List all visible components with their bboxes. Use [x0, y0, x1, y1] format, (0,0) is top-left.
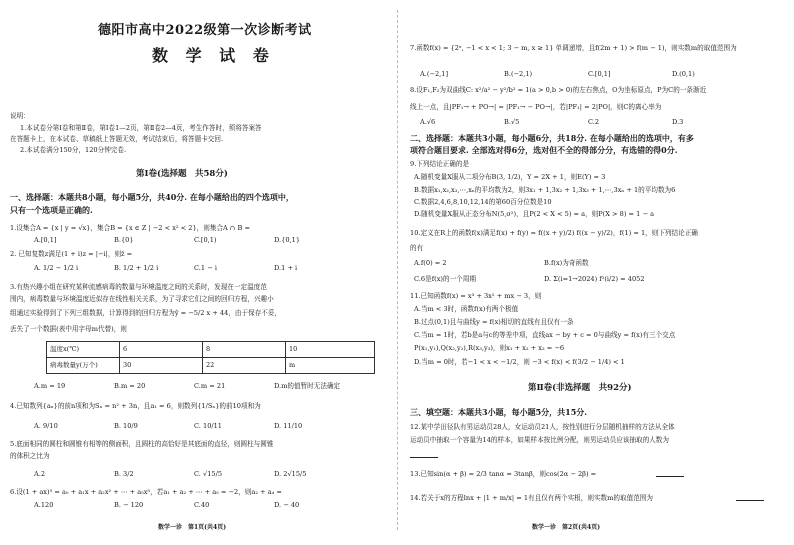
section1-title-cont: 只有一个选项是正确的.: [10, 205, 93, 215]
section2-title: 二、选择题：本题共3小题，每小题6分，共18分. 在每小题给出的选项中，有多: [410, 133, 694, 143]
page-footer-left: 数学一诊 第1页(共4页): [158, 524, 227, 531]
q3-option-c: C.m = 21: [194, 382, 226, 390]
section3-title: 三、填空题：本题共3小题，每小题5分，共15分.: [410, 407, 588, 417]
q7-option-b: B.(−2,1): [504, 70, 533, 78]
q7-option-c: C.[0,1]: [588, 70, 611, 78]
table-row: [47, 358, 375, 374]
q2-option-c: C.1 − i: [194, 264, 217, 272]
q8-option-a: A.√6: [420, 118, 436, 126]
q6-option-c: C.40: [194, 501, 210, 509]
q1-options: [34, 236, 300, 244]
q14-stem: 14.若关于x的方程lnx + |1 + m/x| = 1有且仅有两个实根，则实数m的取值范围为: [410, 494, 653, 502]
section1-title: 一、选择题：本题共8小题，每小题5分，共40分. 在每小题给出的四个选项中，: [10, 192, 294, 202]
q3-stem-line4: 丢失了一个数据(表中用字母m代替)，则: [10, 325, 127, 333]
q3-options: [34, 382, 340, 390]
q6-option-d: D. − 40: [274, 501, 300, 509]
table-cell: 病毒数量y(万个): [47, 358, 120, 374]
instructions-line3: 2.本试卷满分150分，120分钟完卷.: [20, 146, 127, 154]
q10-option-a: A.f(0) = 2: [414, 259, 447, 267]
q2-option-b: B. 1/2 + 1/2 i: [114, 264, 159, 272]
q7-option-d: D.(0,1): [672, 70, 695, 78]
q11-option-c-line1: C.当m = 1时，若b是a与c的等差中项，直线ax − by + c = 0与曲线y = f(x)有三个交点: [414, 331, 676, 339]
q5-option-c: C. √15/5: [194, 470, 223, 478]
table-cell: 30: [120, 358, 203, 374]
exam-subtitle: 数 学 试 卷: [152, 46, 275, 65]
table-cell: 6: [120, 342, 203, 358]
q11-stem: 11.已知函数f(x) = x³ + 3x² + mx − 3，则: [410, 292, 542, 300]
q1-option-b: B.{0}: [114, 236, 134, 244]
q13-stem: 13.已知sin(α + β) = 2/3 tanα = 3tanβ，则cos(2α − 2β) =: [410, 470, 597, 478]
q5-option-a: A.2: [34, 470, 46, 478]
part2-title: 第Ⅱ卷(非选择题 共92分): [528, 383, 632, 393]
table-cell: 温度x(℃): [47, 342, 120, 358]
q12-answer-blank[interactable]: [410, 451, 438, 460]
q13-answer-blank[interactable]: [656, 470, 684, 479]
q14-answer-blank[interactable]: [736, 494, 764, 503]
table-row: [47, 342, 375, 358]
q10-option-c: C.6是f(x)的一个周期: [414, 275, 476, 283]
q11-option-b: B.过点(0,1)且与曲线y = f(x)相切的直线有且仅有一条: [414, 318, 574, 326]
q3-option-d: D.m的值暂时无法确定: [274, 382, 341, 390]
q4-option-b: B. 10/9: [114, 422, 138, 430]
page-divider: [397, 10, 398, 530]
table-cell: 22: [203, 358, 286, 374]
q2-options: [34, 264, 297, 272]
q1-option-a: A.[0,1]: [34, 236, 57, 244]
q5-options: [34, 470, 306, 478]
q10-option-d: D. Σ(i=1→2024) f²(i/2) = 4052: [544, 275, 645, 283]
q7-stem: 7.函数f(x) = {2ˣ, −1 < x < 1; 3 − m, x ≥ 1} 单调递增，且f(2m + 1) > f(m − 1)，则实数m的取值范围为: [410, 44, 737, 52]
q10-stem-line2: 的有: [410, 244, 424, 252]
q12-stem-line1: 12.某中学田径队有男运动员28人，女运动员21人，按性别进行分层随机抽样的方法从全体: [410, 423, 675, 431]
q10-option-b: B.f(x)为奇函数: [544, 259, 589, 267]
q3-stem-line3: 组通过实验得到了下列三组数据，计算得到的回归方程为ŷ = −5/2 x + 44，由于保存不妥，: [10, 309, 282, 317]
q6-options: [34, 501, 299, 509]
q1-stem: 1.设集合A = {x | y = √x}，集合B = {x ∈ Z | −2 < x² < 2}，则集合A ∩ B =: [10, 224, 250, 232]
q12-stem-line2: 运动员中抽取一个容量为14的样本，如果样本按比例分配，则男运动员应该抽取的人数为: [410, 436, 669, 444]
q8-option-c: C.2: [588, 118, 600, 126]
q5-stem-line1: 5.底面相同的圆柱和圆锥有相等的侧面积，且圆柱的高恰好是其底面的直径，则圆柱与圆锥: [10, 440, 274, 448]
q4-stem: 4.已知数列{aₙ}的前n项和为Sₙ = n² + 3n，且a₁ = 6，则数列{1/Sₙ}的前10项和为: [10, 402, 261, 410]
exam-title: 德阳市高中2022级第一次诊断考试: [98, 23, 312, 38]
q6-option-b: B. − 120: [114, 501, 144, 509]
q8-options: [420, 118, 683, 126]
q4-options: [34, 422, 302, 430]
q8-option-d: D.3: [672, 118, 684, 126]
q11-option-c-line2: P(x₁,y₁),Q(x₂,y₂),R(x₃,y₃)，则x₁ + x₂ + x₃ = −6: [414, 344, 565, 352]
q11-option-d: D.当m = 0时，若−1 < x < −1/2，则 −3 < f(x) < f(3/2 − 1/4) < 1: [414, 358, 625, 366]
q4-option-d: D. 11/10: [274, 422, 303, 430]
q2-option-d: D.1 + i: [274, 264, 298, 272]
q1-option-d: D.{0,1}: [274, 236, 301, 244]
instructions-line1: 1.本试卷分第Ⅰ卷和第Ⅱ卷，第Ⅰ卷1—2页，第Ⅱ卷2—4页，考生作答时，须将答案答: [20, 124, 262, 132]
table-cell: 10: [286, 342, 375, 358]
table-cell: 8: [203, 342, 286, 358]
part1-title: 第Ⅰ卷(选择题 共58分): [136, 169, 228, 179]
q8-stem-line2: 线上一点，且|PF₁→ + PO→| = |PF₁→ − PO→|，若|PF₁| = 2|PO|，则C的离心率为: [410, 103, 662, 111]
q11-option-a: A.当m < 3时，函数f(x)有两个极值: [414, 305, 519, 313]
q5-option-d: D. 2√15/5: [274, 470, 307, 478]
q6-option-a: A.120: [34, 501, 54, 509]
right-page: [408, 0, 793, 545]
q4-option-c: C. 10/11: [194, 422, 223, 430]
table-cell: m: [286, 358, 375, 374]
left-page: [6, 0, 391, 545]
page-footer-right: 数学一诊 第2页(共4页): [532, 524, 601, 531]
q3-data-table: [46, 341, 375, 374]
instructions-line2: 在答题卡上，在本试卷、草稿纸上答题无效，考试结束后，将答题卡交回.: [10, 135, 224, 143]
q6-stem: 6.设(1 + ax)⁵ = a₀ + a₁x + a₂x² + ⋯ + a₅x⁵，若a₁ + a₂ + ⋯ + a₅ = −2，则a₂ + a₄ =: [10, 488, 282, 496]
q3-stem-line2: 围内，病毒数量与环境温度近似存在线性相关关系，为了寻求它们之间的回归方程，兴趣小: [10, 295, 274, 303]
section2-title-cont: 项符合题目要求. 全部选对得6分，选对但不全的得部分分，有选错的得0分.: [410, 145, 678, 155]
q7-option-a: A.(−2,1]: [420, 70, 449, 78]
q2-option-a: A. 1/2 − 1/2 i: [34, 264, 79, 272]
q5-option-b: B. 3/2: [114, 470, 134, 478]
q7-options: [420, 70, 695, 78]
q3-option-a: A.m = 19: [34, 382, 66, 390]
q9-option-b: B.数据x₁,x₂,x₃,⋯,xₙ的平均数为2，则3x₁ + 1,3x₂ + 1,3x₃ + 1,⋯,3xₙ + 1的平均数为6: [414, 186, 676, 194]
q5-stem-line2: 的体积之比为: [10, 452, 50, 460]
q2-stem: 2. 已知复数z满足(1 + i)z = |−i|，则z̄ =: [10, 250, 133, 258]
instructions-label: 说明：: [10, 112, 30, 120]
q8-stem-line1: 8.设F₁,F₂为双曲线C: x²/a² − y²/b² = 1(a > 0,b > 0)的左右焦点，O为坐标原点，P为C的一条渐近: [410, 86, 707, 94]
q9-stem: 9.下列结论正确的是: [410, 160, 470, 168]
q1-option-c: C.[0,1): [194, 236, 217, 244]
q9-option-a: A.随机变量X服从二项分布B(3, 1/2)，Y = 2X + 1，则E(Y) = 3: [414, 173, 606, 181]
q3-stem-line1: 3.有热兴趣小组在研究某种流感病毒的数量与环境温度之间的关系时，发现在一定温度范: [10, 283, 267, 291]
q8-option-b: B.√5: [504, 118, 520, 126]
q4-option-a: A. 9/10: [34, 422, 58, 430]
q10-stem-line1: 10.定义在R上的函数f(x)满足f(x) + f(y) = f((x + y)/2) f((x − y)/2)，f(1) = 1，则下列结论正确: [410, 229, 698, 237]
q9-option-c: C.数据2,4,6,8,10,12,14的第60百分位数是10: [414, 198, 552, 206]
q9-option-d: D.随机变量X服从正态分布N(5,σ²)，且P(2 < X < 5) = a，则P(X > 8) = 1 − a: [414, 210, 654, 218]
q3-option-b: B.m = 20: [114, 382, 146, 390]
